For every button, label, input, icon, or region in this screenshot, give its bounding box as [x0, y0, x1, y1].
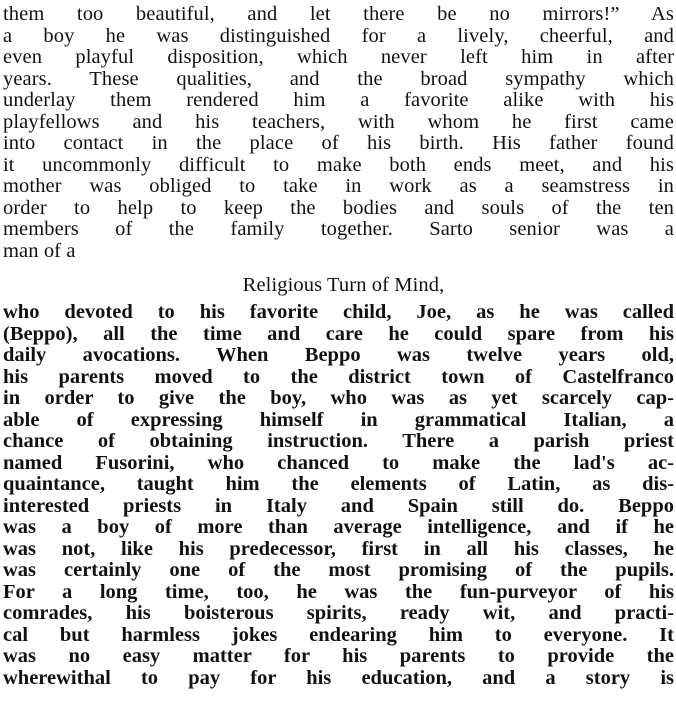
article-body-bottom [3, 302, 674, 689]
text-line: interested priests in Italy and Spain still do. Beppo [3, 495, 674, 517]
section-subheading: Religious Turn of Mind, [242, 274, 445, 296]
text-line: years. These qualities, and the broad sympathy which [3, 68, 674, 90]
text-line: was a boy of more than average intelligence, and if he [3, 517, 674, 538]
text-line: order to help to keep the bodies and souls of the ten [3, 197, 674, 219]
text-line: chance of obtaining instruction. There a parish priest [3, 431, 674, 452]
text-line: quaintance, taught him the elements of Latin, as dis- [3, 474, 674, 495]
text-line: even playful disposition, which never left him in after [3, 47, 674, 68]
text-line: named Fusorini, who chanced to make the lad's ac- [3, 452, 674, 474]
text-line: was certainly one of the most promising of the pupils. [3, 560, 674, 581]
text-line: it uncommonly difficult to make both ends meet, and his [3, 154, 674, 176]
text-line: his parents moved to the district town of Castelfranco [3, 366, 674, 388]
text-line: wherewithal to pay for his education, and a story is [3, 667, 674, 689]
text-line: who devoted to his favorite child, Joe, as he was called [3, 302, 674, 323]
text-line: members of the family together. Sarto senior was a [3, 219, 674, 240]
text-line: For a long time, too, he was the fun-purveyor of his [3, 581, 674, 603]
text-line: was no easy matter for his parents to provide the [3, 646, 674, 667]
text-line: daily avocations. When Beppo was twelve years old, [3, 345, 674, 366]
text-line: man of a [3, 240, 76, 262]
text-line: cal but harmless jokes endearing him to everyone. It [3, 624, 674, 646]
text-line: into contact in the place of his birth. His father found [3, 133, 674, 154]
text-line: a boy he was distinguished for a lively, cheerful, and [3, 25, 674, 47]
text-line: mother was obliged to take in work as a seamstress in [3, 176, 674, 197]
text-line: playfellows and his teachers, with whom he first came [3, 111, 674, 133]
text-line: was not, like his predecessor, first in all his classes, he [3, 538, 674, 560]
article-body-top [3, 4, 674, 262]
text-line: able of expressing himself in grammatical Italian, a [3, 409, 674, 431]
text-line: in order to give the boy, who was as yet scarcely cap- [3, 388, 674, 409]
text-line: (Beppo), all the time and care he could spare from his [3, 323, 674, 345]
text-line: underlay them rendered him a favorite alike with his [3, 90, 674, 111]
text-line: them too beautiful, and let there be no mirrors!” As [3, 4, 674, 25]
text-line: comrades, his boisterous spirits, ready wit, and practi- [3, 603, 674, 624]
